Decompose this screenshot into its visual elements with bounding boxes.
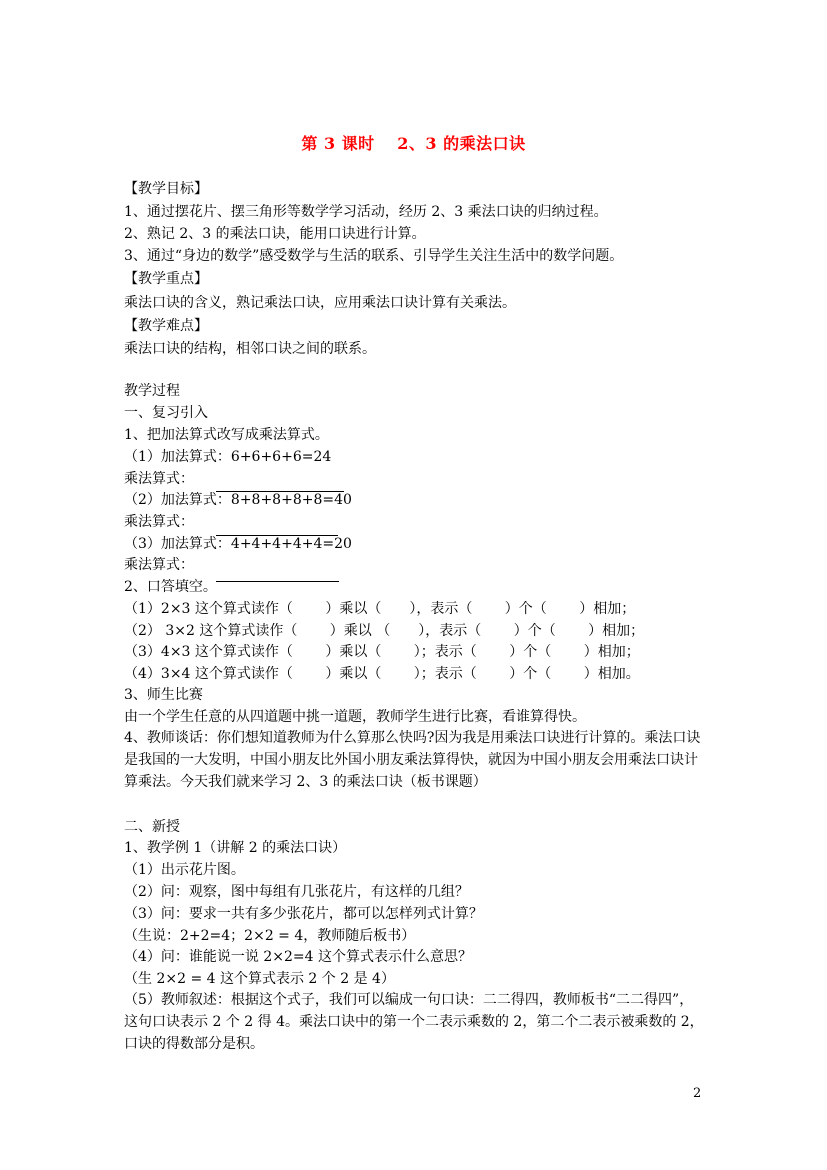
fill-blank-1: （1）2×3 这个算式读作（ ）乘以（ ），表示（ ）个（ ）相加； [124, 601, 636, 617]
fill-blank-3: （3）4×3 这个算式读作（ ）乘以（ ）；表示（ ）个（ ）相加； [124, 644, 640, 660]
multiplication-label-2: 乘法算式： [124, 514, 194, 530]
section-heading-difficulties: 【教学难点】 [124, 318, 208, 334]
multiplication-label-1: 乘法算式： [124, 471, 194, 487]
step-3: （3）问：要求一共有多少张花片，都可以怎样列式计算？ [124, 906, 483, 922]
part-one-heading: 一、复习引入 [124, 405, 208, 421]
objective-1: 1、通过摆花片、摆三角形等数学学习活动，经历 2、3 乘法口诀的归纳过程。 [124, 204, 608, 220]
addition-2: （2）加法算式：8+8+8+8+8=40 [124, 492, 352, 508]
difficulties-text: 乘法口诀的结构，相邻口诀之间的联系。 [124, 341, 376, 357]
lesson-title: 第 3 课时 2、3 的乘法口诀 [301, 134, 526, 153]
multiplication-label-3: 乘法算式： [124, 557, 194, 573]
part-two-heading: 二、新授 [124, 819, 180, 835]
step-4: （4）问：谁能说一说 2×2=4 这个算式表示什么意思？ [124, 949, 472, 965]
teacher-narration-paragraph: （5）教师叙述：根据这个式子，我们可以编成一句口诀：二二得四，教师板书“二二得四”，这句口诀表示 2 个 2 得 4。乘法口诀中的第一个二表示乘数的 2，第二个二表示被乘数的 2，口诀的得数部分是积。 [124, 992, 704, 1052]
step-1: （1）出示花片图。 [124, 862, 245, 878]
section-heading-key-points: 【教学重点】 [124, 271, 208, 287]
blank-line-2 [216, 535, 338, 536]
fill-blank-4: （4）3×4 这个算式读作（ ）乘以（ ）；表示（ ）个（ ）相加。 [124, 666, 640, 682]
blank-line-1 [216, 491, 344, 492]
fill-blank-2: （2） 3×2 这个算式读作（ ）乘以 （ ），表示（ ）个（ ）相加； [124, 623, 645, 639]
addition-1: （1）加法算式：6+6+6+6=24 [124, 449, 332, 465]
key-points-text: 乘法口诀的含义，熟记乘法口诀，应用乘法口诀计算有关乘法。 [124, 295, 516, 311]
section-heading-objectives: 【教学目标】 [124, 181, 208, 197]
addition-3: （3）加法算式：4+4+4+4+4=20 [124, 536, 352, 552]
example-1: 1、教学例 1（讲解 2 的乘法口诀） [124, 840, 347, 856]
task-3: 3、师生比赛 [124, 687, 203, 703]
objective-2: 2、熟记 2、3 的乘法口诀，能用口诀进行计算。 [124, 226, 426, 242]
teacher-talk-paragraph: 4、教师谈话：你们想知道教师为什么算那么快吗?因为我是用乘法口诀进行计算的。乘法口诀是我国的一大发明，中国小朋友比外国小朋友乘法算得快，就因为中国小朋友会用乘法口诀计算乘法。今天我们就来学习 2、3 的乘法口诀（板书课题） [124, 730, 701, 790]
task-3-text: 由一个学生任意的从四道题中挑一道题，教师学生进行比赛，看谁算得快。 [124, 709, 586, 725]
student-answer-2: （生 2×2 = 4 这个算式表示 2 个 2 是 4） [124, 971, 395, 987]
step-2: （2）问：观察，图中每组有几张花片，有这样的几组？ [124, 884, 469, 900]
objective-3: 3、通过“身边的数学”感受数学与生活的联系、引导学生关注生活中的数学问题。 [124, 248, 624, 264]
task-1: 1、把加法算式改写成乘法算式。 [124, 427, 329, 443]
student-answer-1: （生说：2+2=4；2×2 = 4，教师随后板书） [124, 928, 416, 944]
blank-line-3 [216, 581, 339, 582]
process-heading: 教学过程 [124, 383, 180, 399]
page-number: 2 [693, 1086, 702, 1101]
task-2: 2、口答填空。 [124, 579, 217, 595]
